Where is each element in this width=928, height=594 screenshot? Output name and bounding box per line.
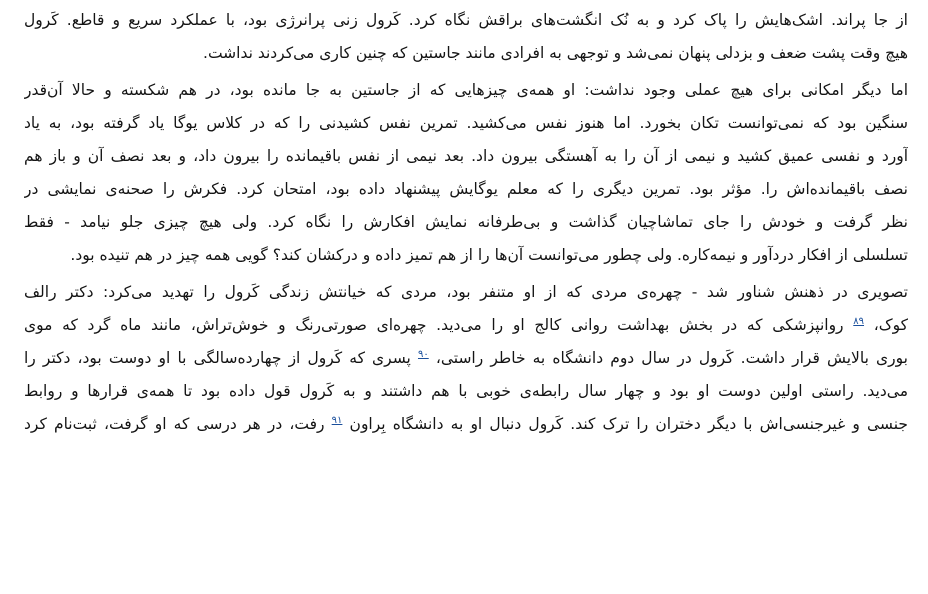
text-line: می‌دید. راستی اولین دوست او بود و چهار سال رابطه‌ی خوبی با هم داشتند و به کَرول قول داده بود تا همه‌ی قرارها و روابط bbox=[24, 382, 908, 400]
text-line: هیچ وقت پشت ضعف و بزدلی پنهان نمی‌شد و توجهی به افرادی مانند جاستین که چنین کاری می‌کردند نداشت. bbox=[203, 44, 908, 62]
text-line: جنسی و غیرجنسی‌اش با دیگر دختران را ترک کند. کَرول دنبال او به دانشگاه بِراون $^{۹۱}$ رفت، در هر درسی که او گرفت، ثبت‌نام کرد bbox=[24, 414, 908, 433]
paragraph-3 bbox=[24, 276, 908, 441]
paragraph-2 bbox=[24, 74, 908, 272]
text-line: تسلسلی از افکار دردآور و نیمه‌کاره. ولی چطور می‌توانست آن‌ها را از هم تمیز داده و درکشان کند؟ گویی همه چیز در هم تنیده بود. bbox=[70, 246, 908, 264]
text-line: کوک، $^{۸۹}$ روانپزشکی که در بخش بهداشت روانی کالج او را می‌دید. چهره‌ای صورتی‌رنگ و خوش‌تراش، مانند ماه گرد که موی bbox=[24, 315, 908, 334]
paragraph-1 bbox=[24, 4, 908, 70]
text-line: بوری بالایش قرار داشت. کَرول در سال دوم دانشگاه به خاطر راستی، $^{۹۰}$ پسری که کَرول از چهارده‌سالگی با او دوست بود، دکتر را bbox=[24, 348, 908, 367]
text-line: اما دیگر امکانی برای هیچ عملی وجود نداشت: او همه‌ی چیزهایی که از جاستین به جا مانده بود، در هم شکسته و حالا آن‌قدر bbox=[24, 81, 908, 99]
text-line: نصف باقیمانده‌اش را. مؤثر بود. تمرین دیگری را که معلم یوگایش پیشنهاد داده بود، امتحان کرد. فکرش را صحنه‌ی نمایشی در bbox=[24, 180, 908, 198]
text-line: نظر گرفت و خودش را جای تماشاچیان گذاشت و بی‌طرفانه نمایش افکارش را نگاه کرد. ولی هیچ چیزی جلو نیامد - فقط bbox=[24, 213, 908, 231]
footnote-link[interactable]: ۸۹ bbox=[853, 315, 865, 327]
footnote-link[interactable]: ۹۱ bbox=[331, 414, 343, 426]
text-line: سنگین بود که نمی‌توانست تکان بخورد. اما هنوز نفس می‌کشید. تمرین نفس کشیدنی را که در کلاس یوگا یاد گرفته بود، به یاد bbox=[24, 114, 908, 132]
footnote-link[interactable]: ۹۰ bbox=[417, 348, 429, 360]
text-line: تصویری در ذهنش شناور شد - چهره‌ی مردی که از او متنفر بود، مردی که خیانتش زندگی کَرول را تهدید می‌کرد: دکتر رالف bbox=[24, 283, 908, 301]
text-line: آورد و نفسی عمیق کشید و نیمی از آن را به آهستگی بیرون داد. بعد نیمی از نفس باقیمانده را بیرون داد، و بعد نصف آن و باز هم bbox=[24, 147, 908, 165]
text-line: از جا پراند. اشک‌هایش را پاک کرد و به نُک انگشت‌های براقش نگاه کرد. کَرول زنی پرانرژی بود، با عملکرد سریع و قاطع. کَرول bbox=[24, 11, 908, 29]
